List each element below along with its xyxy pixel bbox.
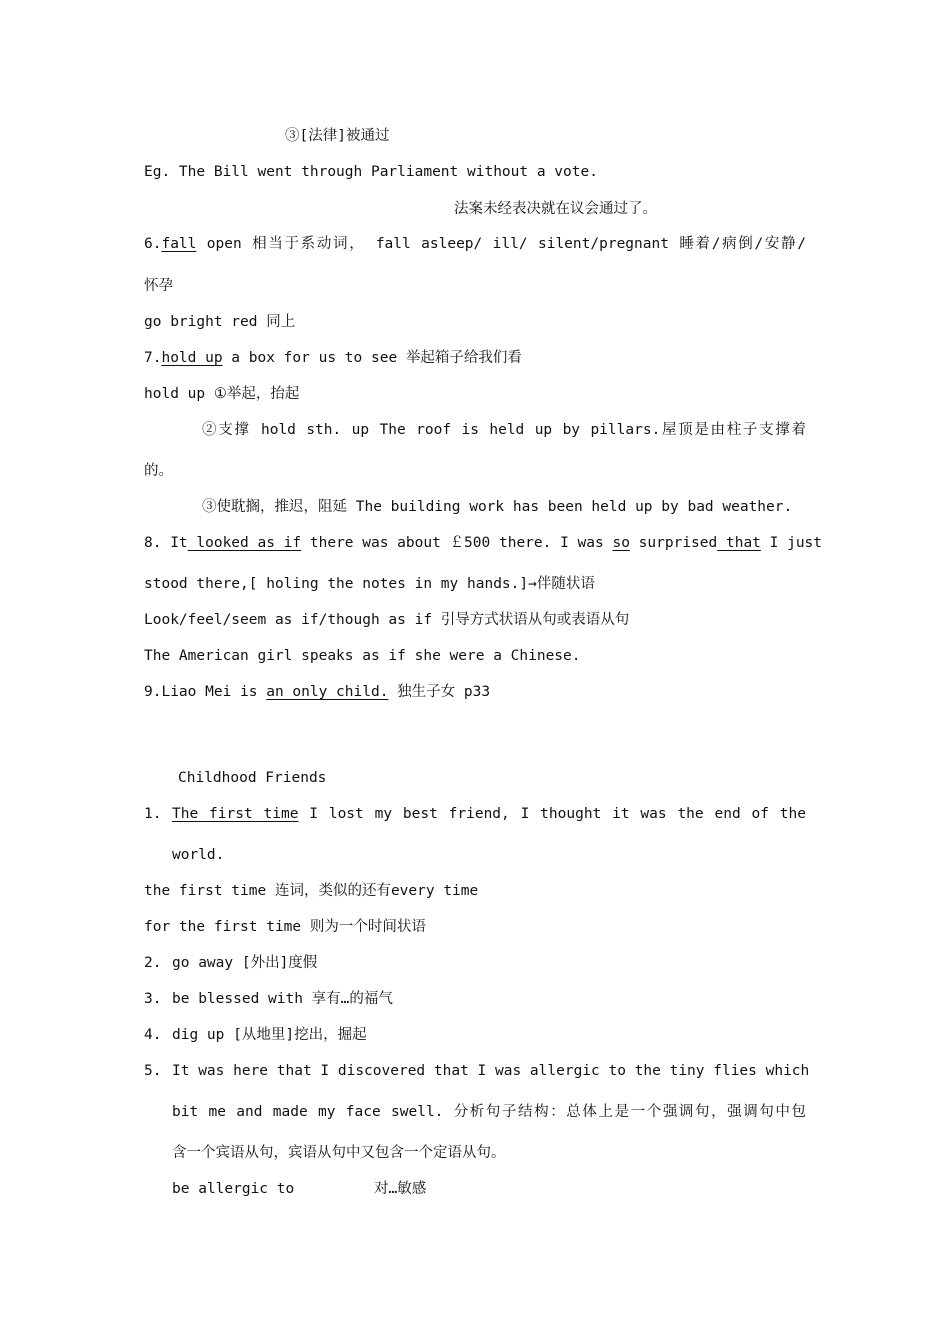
item-9-only-child: an only child. [266,684,389,700]
example-sentence: Eg. The Bill went through Parliament without a vote. [144,164,598,180]
hold-up-sense-2: ②支撑 hold sth. up The roof is held up by pillars.屋顶是由柱子支撑着 [202,422,806,438]
item-6-keyword: fall [161,236,197,252]
item-s2-4-number: 4. [144,1027,162,1043]
allergic-phrase-translation: 对…敏感 [374,1181,427,1197]
item-s2-1-text: I lost my best friend, I thought it was the end of the [298,806,806,822]
item-s2-4-text: dig up [从地里]挖出，掘起 [172,1027,367,1043]
item-s2-1-keyword: The first time [172,806,299,822]
item-s2-5-continuation-2: 含一个宾语从句，宾语从句中又包含一个定语从句。 [172,1145,506,1161]
first-time-note-2: for the first time 则为一个时间状语 [144,919,426,935]
item-s2-3-number: 3. [144,991,162,1007]
item-8-that: that [717,535,761,551]
allergic-phrase: be allergic to [172,1181,295,1197]
section-title: Childhood Friends [178,770,327,786]
go-bright-red-line: go bright red 同上 [144,314,296,330]
item-s2-2-text: go away [外出]度假 [172,955,318,971]
example-translation: 法案未经表决就在议会通过了。 [454,201,657,217]
item-7-number: 7. [144,350,162,366]
item-s2-2-number: 2. [144,955,162,971]
item-7-keyword: hold up [161,350,223,366]
item-s2-5 [144,1061,810,1081]
item-7 [144,348,806,368]
item-6-text: open 相当于系动词， fall asleep/ ill/ silent/pregnant 睡着/病倒/安静/ [196,236,806,252]
item-s2-5-continuation-1: bit me and made my face swell. 分析句子结构：总体上是一个强调句，强调句中包 [172,1104,806,1120]
item-8 [144,533,823,553]
item-s2-5-number: 5. [144,1063,162,1079]
item-8-part-2: there was about ￡500 there. I was [301,535,613,551]
item-8-so: so [612,535,630,551]
hold-up-sense-3: ③使耽搁，推迟，阻延 The building work has been held up by bad weather. [202,499,793,515]
sense-3-law-passed: ③[法律]被通过 [285,128,390,144]
item-s2-4 [144,1025,806,1045]
item-6-continuation: 怀孕 [144,278,173,294]
american-girl-example: The American girl speaks as if she were a Chinese. [144,648,581,664]
item-6 [144,234,806,254]
look-feel-seem-note: Look/feel/seem as if/though as if 引导方式状语从句或表语从句 [144,612,630,628]
item-9 [144,682,806,702]
item-6-number: 6. [144,236,162,252]
hold-up-definition: hold up ①举起，抬起 [144,386,300,402]
item-8-part-1: 8. It [144,535,188,551]
item-9-part-1: 9.Liao Mei is [144,684,267,700]
item-s2-1-continuation: world. [172,847,225,863]
item-8-looked-as-if: looked as if [187,535,302,551]
item-8-part-4: I just [760,535,823,551]
item-s2-2 [144,953,806,973]
item-s2-1-number: 1. [144,806,162,822]
item-8-part-3: surprised [629,535,718,551]
item-7-text: a box for us to see 举起箱子给我们看 [222,350,522,366]
hold-up-sense-2-continuation: 的。 [144,463,173,479]
item-s2-3-text: be blessed with 享有…的福气 [172,991,393,1007]
item-s2-5-text: It was here that I discovered that I was allergic to the tiny flies which [172,1063,810,1079]
item-s2-1 [144,804,806,824]
item-s2-3 [144,989,806,1009]
item-8-continuation: stood there,[ holing the notes in my hands.]→伴随状语 [144,576,595,592]
item-9-part-2: 独生子女 p33 [388,684,491,700]
first-time-note-1: the first time 连词，类似的还有every time [144,883,479,899]
